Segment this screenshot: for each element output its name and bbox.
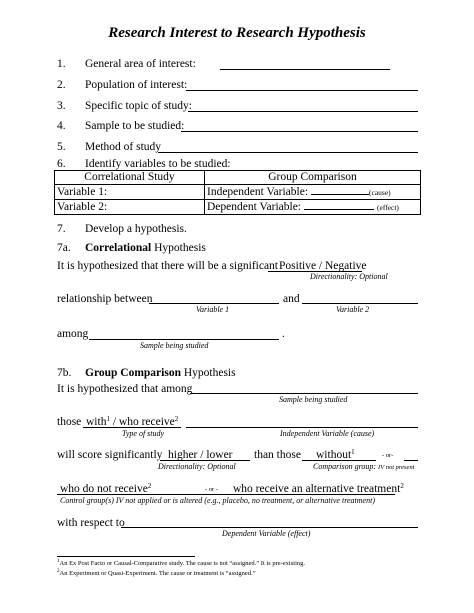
alt-treatment-text: who receive an alternative treatment [233,483,401,495]
section-7a-num: 7a. [57,242,71,254]
item-label-variables: Identify variables to be studied: [85,158,231,170]
group-comparison-header: Group Comparison [205,171,421,185]
section-7b-heading [85,366,236,380]
dv-line[interactable] [121,527,418,528]
comparison-caption [313,462,415,473]
footnote-1-text: An Ex Post Facto or Causal-Comparative study. The cause is not “assigned.” It is pre-existing. [59,560,306,567]
those-text: those [57,416,82,428]
item-num-3: 3. [57,100,66,112]
section-7a-bold: Correlational [85,242,152,254]
or2-text: - or - [205,486,218,493]
with-text: with [86,416,107,428]
variable2-label: Variable 2: [57,200,108,213]
variables-table [54,170,421,215]
correlational-header: Correlational Study [55,171,205,185]
footnote-ref-2: 2 [174,415,179,423]
item-num-1: 1. [57,58,66,70]
and-text: and [283,293,300,305]
variable2-cell[interactable] [55,200,205,215]
group-sample-line[interactable] [190,393,418,394]
population-field[interactable] [186,90,418,91]
iv-cell[interactable] [205,185,421,200]
item-label-method: Method of study [85,141,162,153]
section-7b-num: 7b. [57,367,72,379]
than-those-text: than those [254,449,301,461]
or-trailing-line [404,460,418,461]
dv-caption: Dependent Variable (effect) [222,529,311,538]
corr-sample-caption: Sample being studied [140,341,209,350]
sample-field[interactable] [181,131,418,132]
will-score-text: will score significantly [57,449,163,461]
section-7a-heading [85,241,206,255]
corr-direction-fill[interactable]: Positive / Negative [279,260,367,272]
or-text: - or- [382,452,394,459]
item-num-7: 7. [57,223,66,235]
control-group-line [57,494,395,495]
footnote-1-num: 1 [57,559,60,564]
iv-line[interactable] [186,427,418,428]
type-of-study-line [83,427,181,428]
corr-sample-line[interactable] [89,339,279,340]
specific-topic-field[interactable] [188,111,418,112]
variable2-caption: Variable 2 [336,305,370,314]
item-num-6: 6. [57,158,66,170]
general-area-field[interactable] [220,69,390,70]
item-label-specific-topic: Specific topic of study: [85,100,192,112]
page-title: Research Interest to Research Hypothesis [108,25,366,41]
item-label-develop: Develop a hypothesis. [85,223,187,235]
comparison-caption-iv: IV not present [378,464,415,471]
section-7b-bold: Group Comparison [85,367,181,379]
corr-direction-caption: Directionality: Optional [310,272,388,281]
footnote-2 [57,570,256,578]
item-num-5: 5. [57,141,66,153]
group-direction-caption: Directionality: Optional [158,462,236,471]
cause-note: (cause) [369,188,391,197]
iv-caption: Independent Variable (cause) [280,429,375,438]
type-caption: Type of study [122,429,165,438]
section-7b-rest: Hypothesis [183,367,236,379]
iv-blank[interactable] [311,185,369,195]
item-label-population: Population of interest: [85,79,188,91]
item-num-4: 4. [57,120,66,132]
without-text: without [316,449,352,461]
dv-blank[interactable] [304,200,374,210]
variable1-label: Variable 1: [57,185,108,198]
without-line [302,460,376,461]
footnote-divider [57,556,195,557]
who-receive-text: / who receive [109,416,175,428]
variable1-line[interactable] [149,303,279,304]
iv-label: Independent Variable: [207,186,309,198]
dv-cell[interactable] [205,200,421,215]
item-num-2: 2. [57,79,66,91]
footnote-2-num: 2 [57,569,60,574]
footnote-ref-1b: 1 [351,448,355,456]
variable1-caption: Variable 1 [196,305,230,314]
footnote-ref-1: 1 [106,415,110,423]
corr-sentence: It is hypothesized that there will be a significant [57,260,278,272]
effect-note: (effect) [377,203,399,212]
who-do-not-text: who do not receive [60,483,148,495]
dv-label: Dependent Variable: [207,201,301,213]
group-sentence: It is hypothesized that among [57,383,193,395]
relationship-between-text: relationship between [57,293,153,305]
with-respect-text: with respect to [57,517,125,529]
among-period: . [282,328,285,340]
footnote-1 [57,560,305,568]
section-7a-rest: Hypothesis [154,242,206,254]
item-label-sample: Sample to be studied: [85,120,185,132]
footnote-ref-2b: 2 [147,482,152,490]
among-text: among [57,328,89,340]
higher-lower-line [160,460,250,461]
footnote-2-text: An Experiment or Quasi-Experiment. The cause or treatment is “assigned.” [59,570,256,577]
variable2-line[interactable] [302,303,418,304]
control-caption: Control group(s) IV not applied or is altered (e.g., placebo, no treatment, or alternative treatment) [60,496,375,505]
item-label-general-area: General area of interest: [85,58,196,70]
comparison-caption-main: Comparison group: [313,462,377,471]
method-field[interactable] [158,152,418,153]
group-sample-caption: Sample being studied [279,395,348,404]
footnote-ref-2c: 2 [400,482,404,490]
higher-lower-fill[interactable]: higher / lower [168,449,233,461]
variable1-cell[interactable] [55,185,205,200]
